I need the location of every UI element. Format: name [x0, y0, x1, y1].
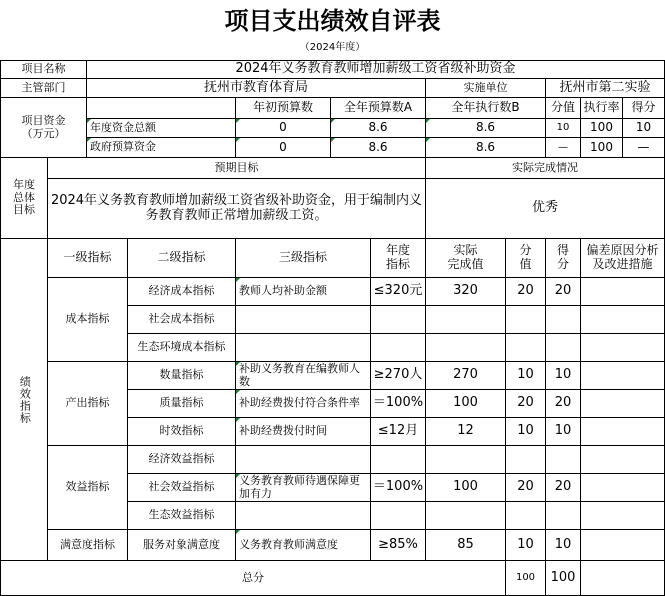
row-2-l2: 生态环境成本指标	[127, 333, 236, 362]
row-6-score	[505, 445, 546, 474]
row-1-got	[545, 305, 581, 334]
group-satisfaction: 满意度指标	[47, 529, 128, 561]
total-deviation	[580, 560, 665, 596]
goal-actual-header: 实际完成情况	[425, 157, 665, 179]
row-3-score: 10	[505, 361, 546, 390]
row-9-score: 10	[505, 529, 546, 561]
funds-row-name-1: 政府预算资金	[86, 137, 236, 158]
row-1-deviation	[580, 305, 665, 334]
row-3-got: 10	[545, 361, 581, 390]
goal-label: 年度 总体 目标	[0, 157, 48, 239]
row-9-deviation	[580, 529, 665, 561]
form-title: 项目支出绩效自评表	[224, 6, 441, 35]
perf-h-l1: 一级指标	[47, 238, 128, 278]
row-3-l3: 补助义务教育在编教师人数	[235, 361, 371, 390]
row-5-l2: 时效指标	[127, 417, 236, 446]
funds-header-2: 全年执行数B	[425, 97, 546, 119]
perf-label: 绩效指标	[0, 238, 48, 561]
funds-row-0-val-0: 0	[235, 118, 331, 138]
funds-row-0-val-1: 8.6	[330, 118, 426, 138]
funds-row-1-val-0: 0	[235, 137, 331, 158]
perf-h-deviation: 偏差原因分析 及改进措施	[580, 238, 665, 278]
funds-row-0-val-5: 10	[622, 118, 665, 138]
funds-header-5: 得分	[622, 97, 665, 119]
row-4-l2: 质量指标	[127, 389, 236, 418]
row-3-l2: 数量指标	[127, 361, 236, 390]
funds-header-1: 全年预算数A	[330, 97, 426, 119]
funds-header-0: 年初预算数	[235, 97, 331, 119]
row-7-deviation	[580, 473, 665, 502]
row-5-deviation	[580, 417, 665, 446]
row-7-target: ＝100%	[370, 473, 426, 502]
row-9-l2: 服务对象满意度	[127, 529, 236, 561]
funds-header-3: 分值	[545, 97, 581, 119]
funds-row-0-val-2: 8.6	[425, 118, 546, 138]
row-9-l3: 义务教育教师满意度	[235, 529, 371, 561]
row-4-deviation	[580, 389, 665, 418]
row-4-score: 20	[505, 389, 546, 418]
row-2-target	[370, 333, 426, 362]
row-3-actual: 270	[425, 361, 506, 390]
goal-expected-header: 预期目标	[47, 157, 426, 179]
row-9-target: ≥85%	[370, 529, 426, 561]
row-0-l3: 教师人均补助金额	[235, 277, 371, 306]
row-2-l3	[235, 333, 371, 362]
row-6-got	[545, 445, 581, 474]
row-2-deviation	[580, 333, 665, 362]
impl-label: 实施单位	[425, 78, 546, 98]
row-6-actual	[425, 445, 506, 474]
row-0-target: ≤320元	[370, 277, 426, 306]
row-0-actual: 320	[425, 277, 506, 306]
row-6-deviation	[580, 445, 665, 474]
row-8-score	[505, 501, 546, 530]
funds-row-0-val-4: 100	[580, 118, 623, 138]
row-9-actual: 85	[425, 529, 506, 561]
funds-row-0-val-3: 10	[545, 118, 581, 138]
row-9-got: 10	[545, 529, 581, 561]
total-score: 100	[505, 560, 546, 596]
row-1-actual	[425, 305, 506, 334]
row-4-got: 20	[545, 389, 581, 418]
row-5-score: 10	[505, 417, 546, 446]
total-got: 100	[545, 560, 581, 596]
row-5-l3: 补助经费拨付时间	[235, 417, 371, 446]
perf-h-actual: 实际 完成值	[425, 238, 506, 278]
row-7-actual: 100	[425, 473, 506, 502]
row-2-got	[545, 333, 581, 362]
funds-header-blank	[86, 97, 236, 119]
row-7-got: 20	[545, 473, 581, 502]
perf-h-got: 得 分	[545, 238, 581, 278]
row-6-target	[370, 445, 426, 474]
funds-row-1-val-4: 100	[580, 137, 623, 158]
project-name-label: 项目名称	[0, 60, 87, 79]
row-8-l2: 生态效益指标	[127, 501, 236, 530]
row-1-target	[370, 305, 426, 334]
perf-h-l3: 三级指标	[235, 238, 371, 278]
row-6-l2: 经济效益指标	[127, 445, 236, 474]
impl-value: 抚州市第二实验	[545, 78, 665, 98]
dept-value: 抚州市教育体育局	[86, 78, 426, 98]
row-7-score: 20	[505, 473, 546, 502]
dept-label: 主管部门	[0, 78, 87, 98]
row-3-deviation	[580, 361, 665, 390]
funds-label: 项目资金 （万元）	[0, 97, 87, 158]
row-8-actual	[425, 501, 506, 530]
goal-actual-text: 优秀	[425, 178, 665, 239]
row-0-got: 20	[545, 277, 581, 306]
row-8-got	[545, 501, 581, 530]
row-4-l3: 补助经费拨付符合条件率	[235, 389, 371, 418]
row-6-l3	[235, 445, 371, 474]
row-8-deviation	[580, 501, 665, 530]
funds-row-1-val-2: 8.6	[425, 137, 546, 158]
group-output: 产出指标	[47, 361, 128, 446]
row-5-target: ≤12月	[370, 417, 426, 446]
row-3-target: ≥270人	[370, 361, 426, 390]
row-8-l3	[235, 501, 371, 530]
row-4-target: ＝100%	[370, 389, 426, 418]
group-benefit: 效益指标	[47, 445, 128, 530]
perf-h-l2: 二级指标	[127, 238, 236, 278]
row-4-actual: 100	[425, 389, 506, 418]
funds-row-1-val-3: —	[545, 137, 581, 158]
funds-header-4: 执行率	[580, 97, 623, 119]
row-2-actual	[425, 333, 506, 362]
row-5-actual: 12	[425, 417, 506, 446]
group-cost: 成本指标	[47, 277, 128, 362]
goal-expected-text: 2024年义务教育教师增加薪级工资省级补助资金，用于编制内义务教育教师正常增加薪级工资。	[47, 178, 426, 239]
perf-h-score: 分 值	[505, 238, 546, 278]
row-0-deviation	[580, 277, 665, 306]
row-1-l2: 社会成本指标	[127, 305, 236, 334]
row-1-l3	[235, 305, 371, 334]
row-2-score	[505, 333, 546, 362]
funds-row-1-val-5: —	[622, 137, 665, 158]
funds-row-1-val-1: 8.6	[330, 137, 426, 158]
row-0-score: 20	[505, 277, 546, 306]
form-year: （2024年度）	[299, 42, 366, 53]
row-7-l3: 义务教育教师待遇保障更加有力	[235, 473, 371, 502]
row-7-l2: 社会效益指标	[127, 473, 236, 502]
project-name: 2024年义务教育教师增加薪级工资省级补助资金	[86, 60, 665, 79]
perf-h-target: 年度 指标	[370, 238, 426, 278]
row-5-got: 10	[545, 417, 581, 446]
total-label: 总分	[0, 560, 506, 596]
funds-row-name-0: 年度资金总额	[86, 118, 236, 138]
row-1-score	[505, 305, 546, 334]
row-8-target	[370, 501, 426, 530]
row-0-l2: 经济成本指标	[127, 277, 236, 306]
